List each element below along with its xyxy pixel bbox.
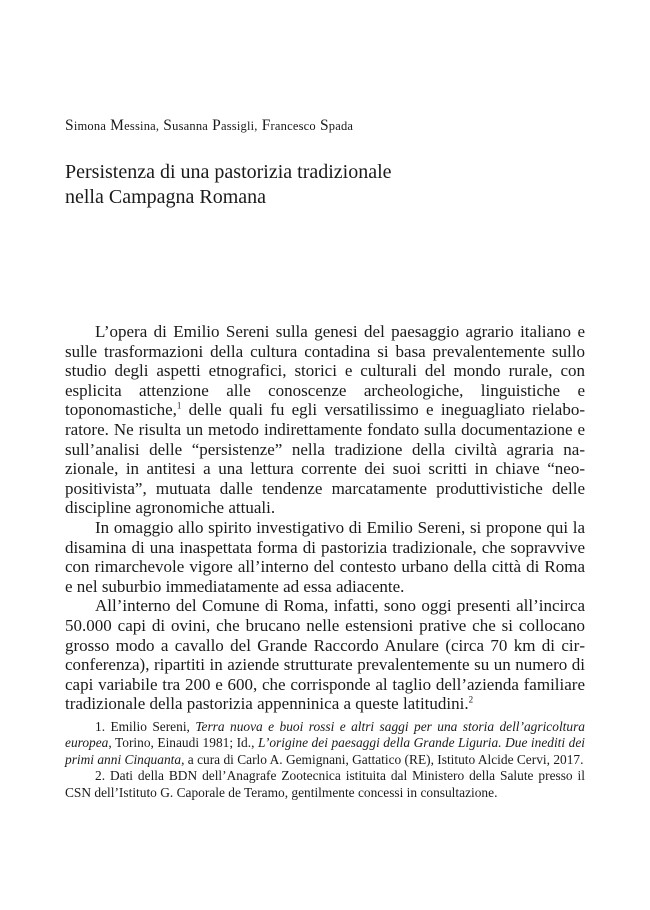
footnote-ref-2[interactable]: 2: [468, 694, 474, 705]
paragraph-1: L’opera di Emilio Sereni sulla genesi del paesaggio agrario italiano e sulle trasformazioni della cultura contadina si basa prevalentemente sullo studio degli aspetti etnografici, storici e culturali del mondo rurale, con esplicita attenzione alle conoscenze archeologiche, linguistiche e toponomastiche,$^1$ delle quali fu egli versatilissimo e ineguagliato rielaboratore. Ne risulta un metodo indirettamente fondato sulla documentazione e sull’analisi delle “persistenze” nella tradizione della civiltà agraria nazionale, in antitesi a una lettura corrente dei suoi scritti in chiave “neopositivista”, mutuata dalle tendenze marcatamente produttivistiche delle discipline agronomiche attuali.: [65, 322, 585, 518]
author-3: Francesco Spada: [261, 117, 354, 134]
title-line-1: Persistenza di una pastorizia tradizionale: [65, 161, 392, 183]
body-text: [65, 322, 585, 714]
paragraph-2: In omaggio allo spirito investigativo di Emilio Sereni, si propone qui la disamina di una inaspettata forma di pastorizia tradizionale, che sopravvive con rimarchevole vigore all’interno del contesto urbano della città di Roma e nel suburbio immediatamente ad essa adiacente.: [65, 517, 585, 596]
footnote-1: 1. Emilio Sereni, Terra nuova e buoi rossi e altri saggi per una storia dell’agricoltura europea, Torino, Einaudi 1981; Id., L’origine dei paesaggi della Grande Liguria. Due inediti dei primi anni Cinquanta, a cura di Carlo A. Gemignani, Gattatico (RE), Istituto Alcide Cervi, 2017.: [65, 719, 586, 767]
author-1: Simona Messina,: [65, 117, 160, 134]
footnote-ref-1[interactable]: 1: [176, 400, 182, 411]
author-2: Susanna Passigli,: [163, 117, 258, 134]
title-line-2: nella Campagna Romana: [65, 186, 267, 208]
footnote-2: 2. Dati della BDN dell’Anagrafe Zootecnica istituita dal Ministero della Salute presso il CSN dell’Istituto G. Caporale de Teramo, gentilmente concessi in consultazione.: [65, 768, 585, 800]
footnotes: [65, 719, 585, 801]
authors-line: [65, 117, 605, 135]
article-title: [65, 160, 605, 210]
paragraph-3: All’interno del Comune di Roma, infatti, sono oggi presenti all’incirca 50.000 capi di ovini, che brucano nelle estensioni prative che si collocano grosso modo a cavallo del Grande Raccordo Anulare (circa 70 km di circonferenza), ripartiti in aziende strutturate prevalentemente su un numero di capi variabile tra 200 e 600, che corrisponde al taglio dell’azienda familiare tradizionale della pastorizia appenninica a queste latitudini.$^2$: [65, 596, 585, 714]
